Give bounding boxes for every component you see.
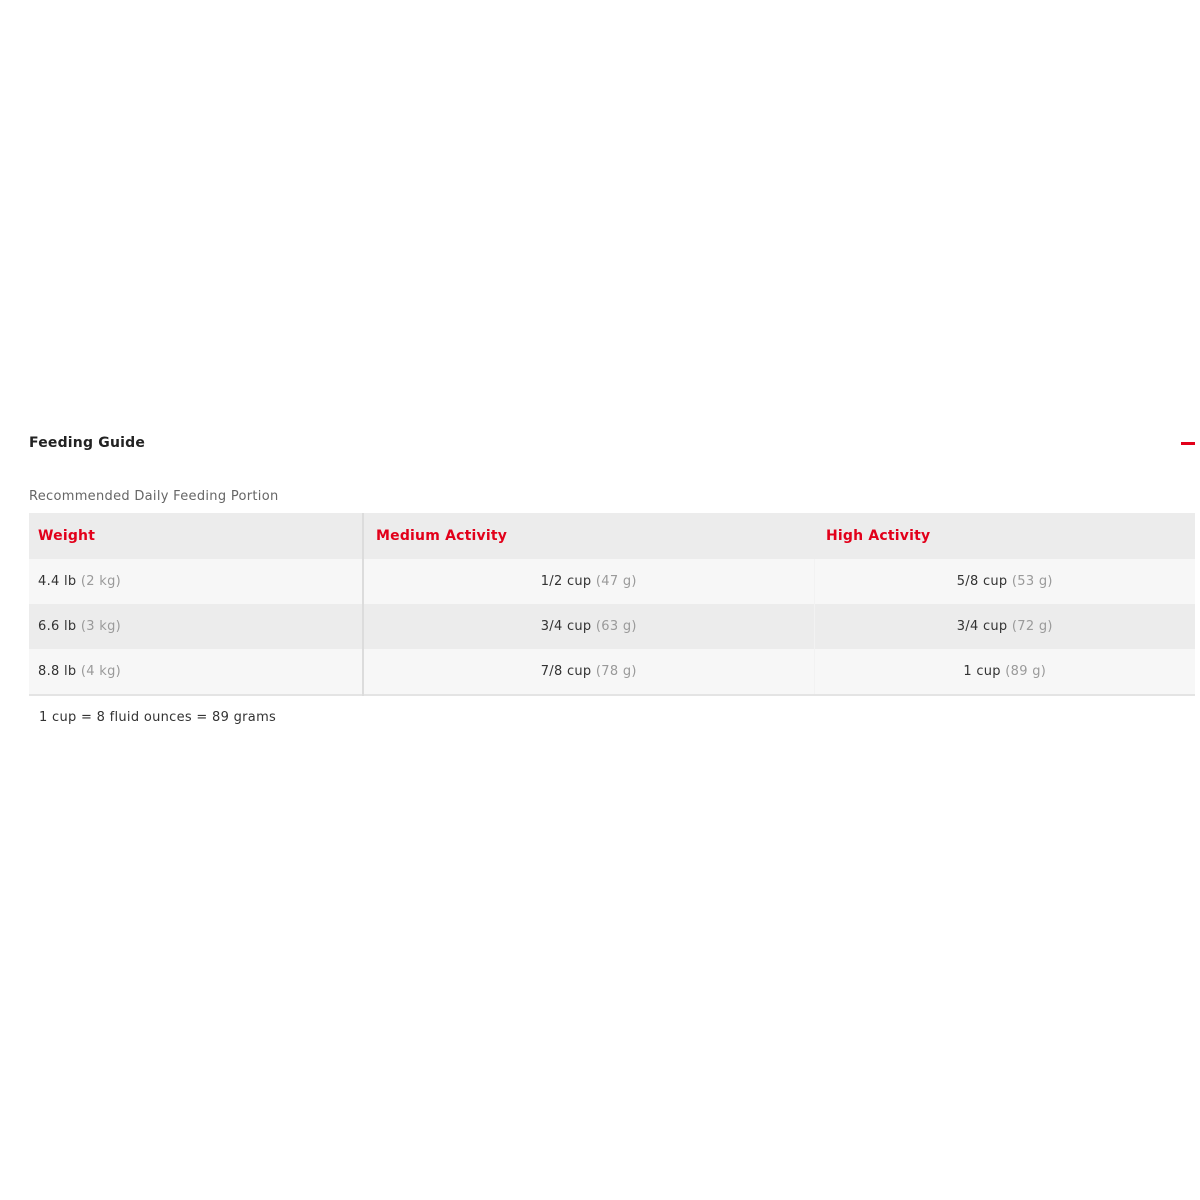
weight-imperial: 4.4 lb [38,574,77,589]
weight-cell [29,649,363,695]
header-weight: Weight [29,513,363,559]
section-title: Feeding Guide [29,435,146,451]
weight-cell [29,604,363,649]
weight-imperial: 6.6 lb [38,619,77,634]
section-header[interactable] [29,425,1195,461]
cup-conversion-note: 1 cup = 8 fluid ounces = 89 grams [39,710,277,725]
high-activity-cell [814,649,1195,695]
portion-metric: (89 g) [1005,664,1047,679]
portion-imperial: 3/4 cup [540,619,592,634]
table-row [29,649,1195,695]
feeding-subtitle: Recommended Daily Feeding Portion [29,489,279,504]
table-row [29,604,1195,649]
portion-metric: (78 g) [595,664,637,679]
table-header-row [29,513,1195,559]
high-activity-cell [814,604,1195,649]
collapse-toggle-button[interactable] [1165,428,1195,458]
weight-metric: (3 kg) [80,619,122,634]
high-activity-cell [814,559,1195,604]
weight-imperial: 8.8 lb [38,664,77,679]
table-row [29,559,1195,604]
medium-activity-cell [363,559,814,604]
weight-metric: (2 kg) [80,574,122,589]
portion-imperial: 7/8 cup [540,664,592,679]
weight-metric: (4 kg) [80,664,122,679]
medium-activity-cell [363,604,814,649]
portion-imperial: 1 cup [963,664,1001,679]
weight-cell [29,559,363,604]
feeding-guide-section [29,425,1195,725]
portion-metric: (47 g) [595,574,637,589]
feeding-table [29,513,1195,696]
header-high-activity: High Activity [814,513,1195,559]
portion-metric: (72 g) [1011,619,1053,634]
portion-metric: (53 g) [1011,574,1053,589]
portion-imperial: 5/8 cup [956,574,1008,589]
portion-metric: (63 g) [595,619,637,634]
minus-icon [1181,442,1195,445]
header-medium-activity: Medium Activity [363,513,814,559]
medium-activity-cell [363,649,814,695]
portion-imperial: 3/4 cup [956,619,1008,634]
portion-imperial: 1/2 cup [540,574,592,589]
